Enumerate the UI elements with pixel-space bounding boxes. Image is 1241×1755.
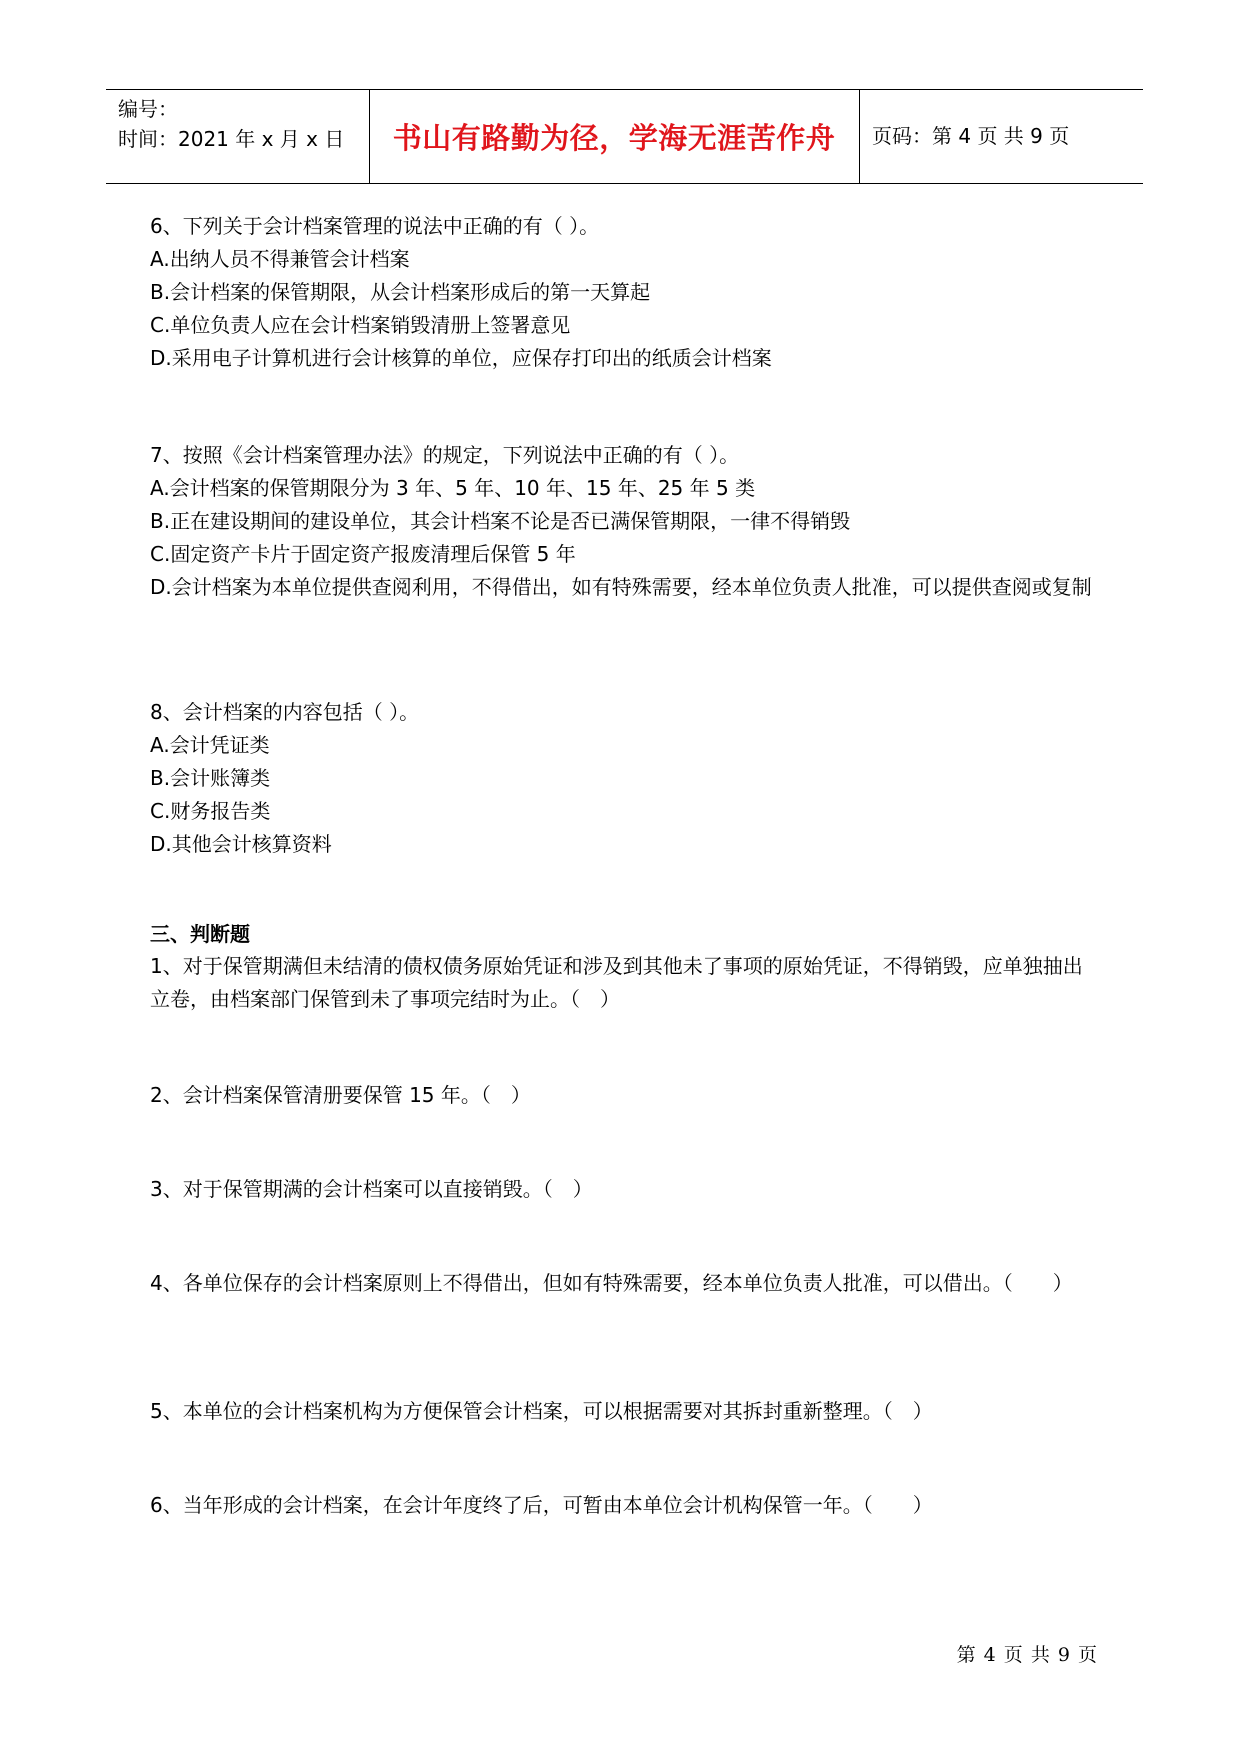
code-label: 编号： [118,97,178,121]
page-footer: 第 4 页 共 9 页 [956,1644,1098,1666]
judgment-item-3: 3、对于保管期满的会计档案可以直接销毁。（ ） [150,1177,593,1201]
header-meta [118,94,344,154]
header-page-label: 页码：第 4 页 共 9 页 [872,124,1070,148]
section-title: 三、判断题 [150,922,250,946]
question-8 [150,696,419,861]
option-c: C.固定资产卡片于固定资产报废清理后保管 5 年 [150,542,576,566]
judgment-item-1: 1、对于保管期满但未结清的债权债务原始凭证和涉及到其他未了事项的原始凭证，不得销毁，应单独抽出立卷，由档案部门保管到未了事项完结时为止。（ ） [150,954,1083,1011]
option-a: A.出纳人员不得兼管会计档案 [150,247,410,271]
header-divider [859,90,860,183]
question-7 [150,439,1100,604]
judgment-item-4: 4、各单位保存的会计档案原则上不得借出，但如有特殊需要，经本单位负责人批准，可以借出。（ ） [150,1271,1073,1295]
question-6 [150,210,772,375]
option-d: D.会计档案为本单位提供查阅利用，不得借出，如有特殊需要，经本单位负责人批准，可以提供查阅或复制 [150,575,1092,599]
judgment-item-6: 6、当年形成的会计档案，在会计年度终了后，可暂由本单位会计机构保管一年。（ ） [150,1493,933,1517]
option-b: B.会计档案的保管期限，从会计档案形成后的第一天算起 [150,280,651,304]
judgment-item-2: 2、会计档案保管清册要保管 15 年。（ ） [150,1083,531,1107]
option-c: C.单位负责人应在会计档案销毁清册上签署意见 [150,313,571,337]
judgment-item-5: 5、本单位的会计档案机构为方便保管会计档案，可以根据需要对其拆封重新整理。（ ） [150,1399,933,1423]
question-stem: 8、会计档案的内容包括（ ）。 [150,700,420,724]
option-b: B.会计账簿类 [150,766,271,790]
question-stem: 7、按照《会计档案管理办法》的规定，下列说法中正确的有（ ）。 [150,443,740,467]
option-b: B.正在建设期间的建设单位，其会计档案不论是否已满保管期限，一律不得销毁 [150,509,851,533]
option-a: A.会计档案的保管期限分为 3 年、5 年、10 年、15 年、25 年 5 类 [150,476,756,500]
time-label: 时间：2021 年 x 月 x 日 [118,127,345,151]
option-d: D.其他会计核算资料 [150,832,332,856]
header-motto: 书山有路勤为径，学海无涯苦作舟 [392,121,836,155]
option-d: D.采用电子计算机进行会计核算的单位，应保存打印出的纸质会计档案 [150,346,772,370]
option-a: A.会计凭证类 [150,733,270,757]
question-stem: 6、下列关于会计档案管理的说法中正确的有（ ）。 [150,214,600,238]
page-header [106,89,1143,184]
option-c: C.财务报告类 [150,799,271,823]
